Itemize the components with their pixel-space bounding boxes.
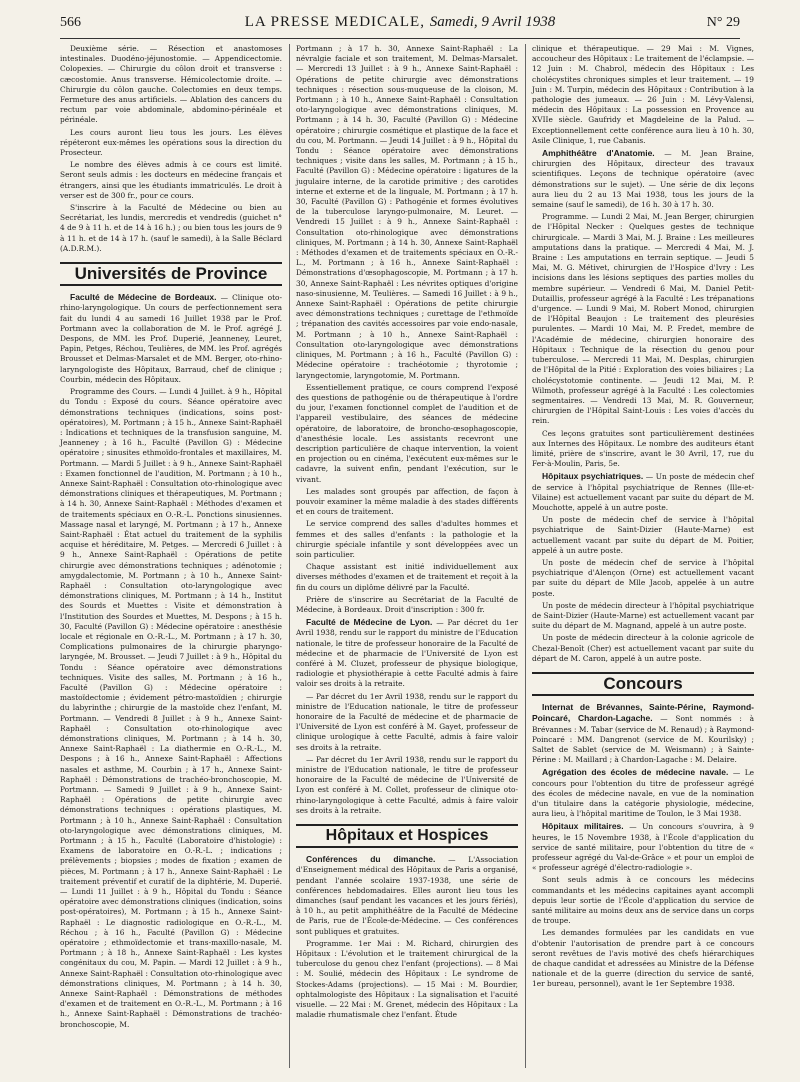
article-body: — Sont nommés : à Brévannes : M. Tabar (service de M. Renaud) ; à Raymond-Poincaré : MM. Dangrenot (service de M. Kourilsky) ; Saltet de Sablet (service de M. Weismann) ; à Sainte-Périne : M. Maillard ; à Chardon-Lagache : M. Delaire. [532, 714, 754, 765]
article-title: Conférences du dimanche. [306, 854, 436, 865]
article-title: Faculté de Médecine de Lyon. [306, 617, 433, 628]
article-lyon [296, 617, 518, 689]
paragraph: Un poste de médecin chef de service à l'hôpital psychiatrique de Saint-Dizier (Haute-Marne) est actuellement vacant par suite du départ de M. Poitier, appelé à un autre poste. [532, 515, 754, 555]
running-title: LA PRESSE MEDICALE, Samedi, 9 Avril 1938 [244, 14, 556, 30]
paragraph: — Par décret du 1er Avril 1938, rendu sur le rapport du ministre de l'Education nationale, le titre de professeur honoraire de la Faculté de médecine de l'Université de Lyon est conféré à M. Collet, professeur de clinique oto-rhino-laryngologique à cette Faculté, admis à faire valoir ses droits à la retraite. [296, 754, 518, 815]
paragraph: Sont seuls admis à ce concours les médecins commandants et les médecins capitaines ayant accompli depuis leur sortie de l'École d'application du service de santé militaire au moins deux ans de service dans un corps de troupe. [532, 875, 754, 926]
article-body: — Par décret du 1er Avril 1938, rendu sur le rapport du ministre de l'Education nationale, le titre de professeur honoraire de la Faculté de médecine et de pharmacie de l'Université de Lyon est conféré à M. Cluzet, professeur de physique biologique, radiologie et physiothérapie à cette Faculté admis à faire valoir ses droits à la retraite. [296, 618, 518, 689]
column-rule [289, 44, 290, 1068]
article-amphitheatre [532, 148, 754, 210]
paragraph: Programme. — Lundi 2 Mai, M. Jean Berger, chirurgien de l'Hôpital Necker : Quelques gestes de technique chirurgicale. — Mardi 3 Mai, M. J. Braine : Les meilleures amputations dans la pratique. — Mercredi 4 Mai, M. J. Braine : Les amputations en terrain septique. — Jeudi 5 Mai, M. G. Métivet, chirurgien de l'Hospice d'Ivry : Les incisions dans les lésions septiques des parties molles du membre supérieur. — Vendredi 6 Mai, M. Daniel Petit-Dutaillis, professeur agrégé à la Faculté : Les trépanations d'urgence. — Lundi 9 Mai, M. Robert Monod, chirurgien de l'Hôpital Beaujon : Le traitement des pleurésies purulentes. — Mardi 10 Mai, M. P. Fredet, membre de l'Académie de médecine, chirurgien honoraire des Hôpitaux : Technique de la résection du genou pour tuberculose. — Mercredi 11 Mai, M. Desplas, chirurgien de l'Hôpital de la Pitié : Exploration des voies biliaires ; La cholécystotomie continente. — Jeudi 12 Mai, M. P. Wilmoth, professeur agrégé à la Faculté : Les colectomies segmentaires. — Vendredi 13 Mai, M. R. Gouverneur, chirurgien de l'Hôpital Saint-Louis : Les voies d'accès du rein. [532, 212, 754, 426]
section-heading-universites: Universités de Province [60, 262, 282, 286]
paragraph: Chaque assistant est initié individuellement aux diverses méthodes d'examen et de traitement et reçoit à la fin du cours un diplôme délivré par la Faculté. [296, 562, 518, 592]
article-title: Amphithéâtre d'Anatomie. [542, 148, 655, 159]
article-bordeaux [60, 292, 282, 385]
column-2 [296, 44, 518, 1022]
paragraph: Un poste de médecin chef de service à l'hôpital psychiatrique d'Alençon (Orne) est actuellement vacant par suite du départ de Mlle Jacob, appelée à un autre poste. [532, 557, 754, 598]
article-agregation [532, 767, 754, 819]
paragraph: Les demandes formulées par les candidats en vue d'obtenir l'autorisation de prendre part à ce concours seront revêtues de l'avis motivé des chefs hiérarchiques de chaque candidat et adressées au Ministre de la Défense nationale et de la guerre (direction du service de santé, 1er bureau, personnel), avant le 1er Septembre 1938. [532, 928, 754, 989]
paragraph: S'inscrire à la Faculté de Médecine ou bien au Secrétariat, les lundis, mercredis et vendredis (guichet n° 4 de 9 à 11 h. et de 14 à 16 h.) ; ou bien tous les jours de 9 à 11 h. et de 14 à 17 h. (sauf le samedi), à la Salle Béclard (A.D.R.M.). [60, 203, 282, 253]
paragraph: Le service comprend des salles d'adultes hommes et femmes et des salles d'enfants : la pathologie et la chirurgie spéciale infantile y sont développées avec un soin particulier. [296, 519, 518, 559]
journal-name: LA PRESSE MEDICALE [244, 14, 421, 30]
article-title: Internat de Brévannes, Sainte-Périne, Raymond-Poincaré, Chardon-Lagache. [532, 702, 754, 724]
paragraph: Essentiellement pratique, ce cours comprend l'exposé des questions de pathogénie ou de thérapeutique à l'ordre du jour, l'examen fonctionnel complet de l'audition et de l'appareil vestibulaire, des séances de médecine opératoire, de laboratoire, de broncho-œsophagoscopie, d'anesthésie locale. Les assistants recevront une description particulière de chaque intervention, la voient en projection ou en cinéma, l'exécutent eux-mêmes sur le cadavre, la suivent enfin, pendant l'exécution, sur le vivant. [296, 382, 518, 484]
paragraph: Programme. 1er Mai : M. Richard, chirurgien des Hôpitaux : L'évolution et le traitement chirurgical de la tuberculose du genou chez l'enfant (projections). — 8 Mai : M. Soulié, médecin des Hôpitaux : Le syndrome de Stockes-Adams (projections). — 15 Mai : M. Bourdier, ophtalmologiste des Hôpitaux : La signalisation et l'acuité visuelle. — 22 Mai : M. Grenet, médecin des Hôpitaux : La maladie rhumatismale chez l'enfant. Étude [296, 938, 518, 1020]
article-psychiatriques [532, 471, 754, 513]
paragraph: Les cours auront lieu tous les jours. Les élèves répéteront eux-mêmes les opérations sous la direction du Prosecteur. [60, 127, 282, 158]
page-number: 566 [60, 15, 81, 30]
article-title: Hôpitaux militaires. [542, 821, 624, 832]
paragraph: Un poste de médecin directeur à l'hôpital psychiatrique de Saint-Dizier (Haute-Marne) est actuellement vacant par suite du départ de M. Magnand, appelé à un autre poste. [532, 600, 754, 631]
issue-date: Samedi, 9 Avril 1938 [429, 14, 556, 30]
paragraph: Ces leçons gratuites sont particulièrement destinées aux Internes des Hôpitaux. Le nombre des auditeurs étant limité, prière de s'inscrire, avant le 30 Avril, 17, rue du Fer-à-Moulin, Paris, 5e. [532, 428, 754, 469]
paragraph: Un poste de médecin directeur à la colonie agricole de Chezal-Benoît (Cher) est actuellement vacant par suite du départ de M. Caron, appelé à un autre poste. [532, 633, 754, 663]
column-rule [525, 44, 526, 1068]
paragraph: Prière de s'inscrire au Secrétariat de la Faculté de Médecine, à Bordeaux. Droit d'inscription : 300 fr. [296, 594, 518, 614]
article-title: Faculté de Médecine de Bordeaux. [70, 292, 217, 303]
article-body: — M. Jean Braine, chirurgien des Hôpitaux, directeur des travaux scientifiques. Leçons de technique opératoire (avec démonstrations sur le sujet). — Une série de dix leçons aura lieu du 2 au 13 Mai 1938, tous les jours de la semaine (sauf le samedi), de 16 h. 30 à 17 h. 30. [532, 149, 754, 210]
paragraph: Le nombre des élèves admis à ce cours est limité. Seront seuls admis : les docteurs en médecine français et étrangers, ainsi que les étudiants immatriculés. Le droit à verser est de 300 fr., pour ce cours. [60, 160, 282, 200]
article-title: Hôpitaux psychiatriques. [542, 471, 644, 482]
column-3 [532, 44, 754, 992]
page-header [60, 14, 740, 39]
paragraph: Programme des Cours. — Lundi 4 Juillet. à 9 h., Hôpital du Tondu : Exposé du cours. Séance opératoire avec démonstrations techniques (indications, soins post-opératoires), M. Portmann ; à 15 h., Annexe Saint-Raphaël : Indications et techniques de la transfusion sanguine, M. Jeanneney ; à 16 h., Faculté (Pavillon G) : Médecine opératoire ; sinusites ethmoïdo-frontales et maxillaires, M. Portmann. — Mardi 5 Juillet : à 9 h., Annexe Saint-Raphaël : Examen fonctionnel de l'audition, M. Portmann ; à 10 h., Annexe Saint-Raphaël : Consultation oto-rhinologique avec démonstrations cliniques et thérapeutiques, M. Portmann ; à 14 h. 30, Annexe Saint-Raphaël : Méthodes d'examen et de traitements spéciaux en O.-R.-L. Ponctions sinusiennes. Massage nasal et laryngé, M. Portmann ; à 17 h., Annexe Saint-Raphaël : État actuel du traitement de la syphilis acquise et héréditaire, M. Petges. — Mercredi 6 Juillet : à 9 h., Annexe Saint-Raphaël : Opérations de petite chirurgie avec démonstrations techniques ; adénotomie ; amygdalectomie, M. Portmann ; à 10 h., Annexe Saint-Raphaël : Consultation oto-laryngologique avec démonstrations cliniques, M. Portmann ; à 14 h., Institut des Sourds et Muettes : Visite et démonstration à l'Institution des Sourdes et Muettes, M. Despons ; à 15 h. 30, Faculté (Pavillon G) : Médecine opératoire : anesthésie locale et régionale en O.-R.-L., M. Portmann ; à 17 h. 30, Complications pulmonaires de la chirurgie pharyngo-laryngée, M. Brousset. — Jeudi 7 Juillet : à 9 h., Hôpital du Tondu : Séance opératoire avec démonstrations techniques. Visite des salles, M. Portmann ; à 16 h., Faculté (Pavillon G) : Médecine opératoire : mastoïdectomie ; évidement pétro-mastoïdien ; chirurgie du labyrinthe ; chirurgie de la mastoïde chez l'enfant, M. Portmann. — Vendredi 8 Juillet : à 9 h., Annexe Saint-Raphaël : Consultation oto-rhinologique avec démonstrations cliniques, M. Portmann ; à 14 h. 30, Annexe Saint-Raphaël : La diathermie en O.-R.-L., M. Despons ; à 16 h., Annexe Saint-Raphaël : Affections nasales et asthme, M. Courbin ; à 17 h., Annexe Saint-Raphaël : Démonstrations de trachéo-bronchoscopie, M. Portmann. — Samedi 9 Juillet : à 9 h., Annexe Saint-Raphaël : Opérations de petite chirurgie avec démonstrations techniques : opérations plastiques, M. Portmann ; à 10 h., Annexe Saint-Raphaël : Consultation oto-laryngologique avec démonstrations cliniques, M. Portmann ; à 15 h., Faculté (Laboratoire d'histologie) : Examens de laboratoire en O.-R.-L. ; indications ; prélèvements ; biopsies ; modes de fixation ; examen de pièces, M. Portmann ; à 17 h., Annexe Saint-Raphaël : Le traitement préventif et curatif de la diphtérie, M. Duperié. — Lundi 11 Juillet : à 9 h., Hôpital du Tondu : Séance opératoire avec démonstrations cliniques (indication, soins post-opératoires), M. Portmann ; à 15 h., Annexe Saint-Raphaël : Le diagnostic radiologique en O.-R.-L., M. Réchou ; à 16 h., Faculté (Pavillon G) : Médecine opératoire ; ethmoïdectomie et trans-maxillo-nasale, M. Portmann ; à 18 h., Annexe Saint-Raphaël : Les kystes congénitaux du cou, M. Papin. — Mardi 12 Juillet : à 9 h., Annexe Saint-Raphaël : Consultation oto-rhinologique avec démonstrations cliniques, M. Portmann ; à 14 h. 30, Annexe Saint-Raphaël : Démonstrations de méthodes d'examen et de traitement en O.-R.-L., M. Portmann ; à 16 h., Annexe Saint-Raphaël : Démonstrations de trachéo-bronchoscopie, M. [60, 387, 282, 1029]
paragraph: Les malades sont groupés par affection, de façon à pouvoir examiner la même maladie à des stades différents et en cours de traitement. [296, 486, 518, 517]
issue-number: N° 29 [706, 15, 740, 30]
article-internat [532, 702, 754, 765]
paragraph: Deuxième série. — Résection et anastomoses intestinales. Duodéno-jéjunostomie. — Appendicectomie. Colopexies. — Chirurgie du côlon droit et transverse : cæcostomie. Anus transverse. Hémicolectomie droite. — Chirurgie du côlon gauche. Colectomies en deux temps. Fermeture des anus artificiels. — Ablation des cancers du rectum par voie abdominale, abdomino-périnéale et périnéale. [60, 44, 282, 125]
article-body: — Le concours pour l'obtention du titre de professeur agrégé des écoles de médecine navale, en vue de la nomination d'un titulaire dans la catégorie physiologie, médecine, aura lieu, à l'hôpital maritime de Toulon, le 3 Mai 1938. [532, 768, 754, 819]
paragraph: — Par décret du 1er Avril 1938, rendu sur le rapport du ministre de l'Education nationale, le titre de professeur honoraire de la Faculté de médecine et de pharmacie de l'Université de Lyon est conféré à M. Gayet, professeur de clinique urologique à cette Faculté, admis à faire valoir ses droits à la retraite. [296, 691, 518, 752]
section-heading-hopitaux: Hôpitaux et Hospices [296, 824, 518, 848]
article-conferences [296, 854, 518, 937]
section-heading-concours: Concours [532, 672, 754, 696]
paragraph: Portmann ; à 17 h. 30, Annexe Saint-Raphaël : La névralgie faciale et son traitement, M. Delmas-Marsalet. — Mercredi 13 Juillet : à 9 h., Annexe Saint-Raphaël : Opérations de petite chirurgie avec démonstrations techniques : résection sous-muqueuse de la cloison, M. Portmann ; à 10 h., Annexe Saint-Raphaël : Consultation oto-laryngologique avec démonstrations cliniques, M. Portmann ; à 14 h. 30, Faculté (Pavillon G) : Médecine opératoire ; chirurgie cosmétique et plastique de la face et du cou, M. Portmann. — Jeudi 14 Juillet : à 9 h., Hôpital du Tondu : Séance opératoire avec démonstrations techniques ; visite dans les salles, M. Portmann ; à 15 h., Faculté (Pavillon G) : Médecine opératoire : ligatures de la jugulaire interne, de la carotide primitive ; des carotides interne et externe et de la linguale, M. Portmann ; à 17 h. 30, Faculté (Pavillon G) : Pathogénie et formes évolutives de la tuberculose laryngo-pulmonaire, M. Leuret. — Vendredi 15 Juillet : à 9 h., Annexe Saint-Raphaël : Consultation oto-rhinologique avec démonstrations cliniques, M. Portmann ; à 14 h. 30, Annexe Saint-Raphaël : Méthodes d'examen et de traitements spéciaux en O.-R.-L., M. Portmann ; à 16 h., Annexe Saint-Raphaël : Démonstrations d'œsophagoscopie, M. Portmann ; à 17 h. 30, Annexe Saint-Raphaël : Les névrites optiques d'origine naso-sinusienne, M. Teulières. — Samedi 16 Juillet : à 9 h., Annexe Saint-Raphaël : Opérations de petite chirurgie avec démonstrations techniques ; curettage de l'ethmoïde ; trépanation des cavités accessoires par voie endo-nasale, M. Portmann ; à 10 h., Annexe Saint-Raphaël : Consultation oto-laryngologique avec démonstrations cliniques, M. Portmann ; à 16 h., Faculté (Pavillon G) : Médecine opératoire : trachéotomie ; thyrotomie ; laryngectomie, laryngotomie, M. Portmann. [296, 44, 518, 380]
article-title: Agrégation des écoles de médecine navale. [542, 767, 729, 778]
article-body: — Un poste de médecin chef de service à l'hôpital psychiatrique de Rennes (Ille-et-Vilaine) est actuellement vacant par suite du départ de M. Mouchotte, appelé à un autre poste. [532, 472, 754, 512]
article-militaires [532, 821, 754, 873]
column-1 [60, 44, 282, 1032]
article-body: — L'Association d'Enseignement médical des Hôpitaux de Paris a organisé, pendant l'année scolaire 1937-1938, une série de conférences hebdomadaires. Elles auront lieu tous les dimanches (sauf pendant les vacances et les jours fériés), à 10 h., au petit amphithéâtre de la Faculté de Médecine de Paris, rue de l'École-de-Médecine. — Ces conférences sont publiques et gratuites. [296, 855, 519, 936]
article-body: — Un concours s'ouvrira, à 9 heures, le 15 Novembre 1938, à l'École d'application du service de santé militaire, pour l'obtention du titre de « professeur agrégé du Val-de-Grâce » et pour un emploi de « professeur agrégé d'électro-radiologie ». [532, 822, 754, 873]
article-body: — Clinique oto-rhino-laryngologique. Un cours de perfectionnement sera fait du lundi 4 au samedi 16 Juillet 1938 par le Prof. Portmann avec la collaboration de M. le Prof. agrégé J. Despons, de MM. les Prof. Duperié, Jeanneney, Leuret, Papin, Petges, Réchou, Teulières, de MM. les Prof. agrégés Brousset et Delmas-Marsalet et de MM. Berger, oto-rhino-laryngologiste des Hôpitaux, Barraud, chef de clinique ; Courbin, médecin des Hôpitaux. [60, 293, 282, 384]
paragraph: clinique et thérapeutique. — 29 Mai : M. Vignes, accoucheur des Hôpitaux : Le traitement de l'éclampsie. — 12 Juin : M. Chabrol, médecin des Hôpitaux : Les cholécystites chroniques simples et leur traitement. — 19 Juin : M. Turpin, médecin des Hôpitaux : Contribution à la pathologie des jumeaux. — 26 Juin : M. Lévy-Valensi, médecin des Hôpitaux : La possession en Provence au XVIIe siècle. Gaufridy et Magdeleine de la Palud. — Exceptionnellement cette conférence aura lieu à 10 h. 30, Asile Clinique, 1, rue Cabanis. [532, 44, 754, 145]
